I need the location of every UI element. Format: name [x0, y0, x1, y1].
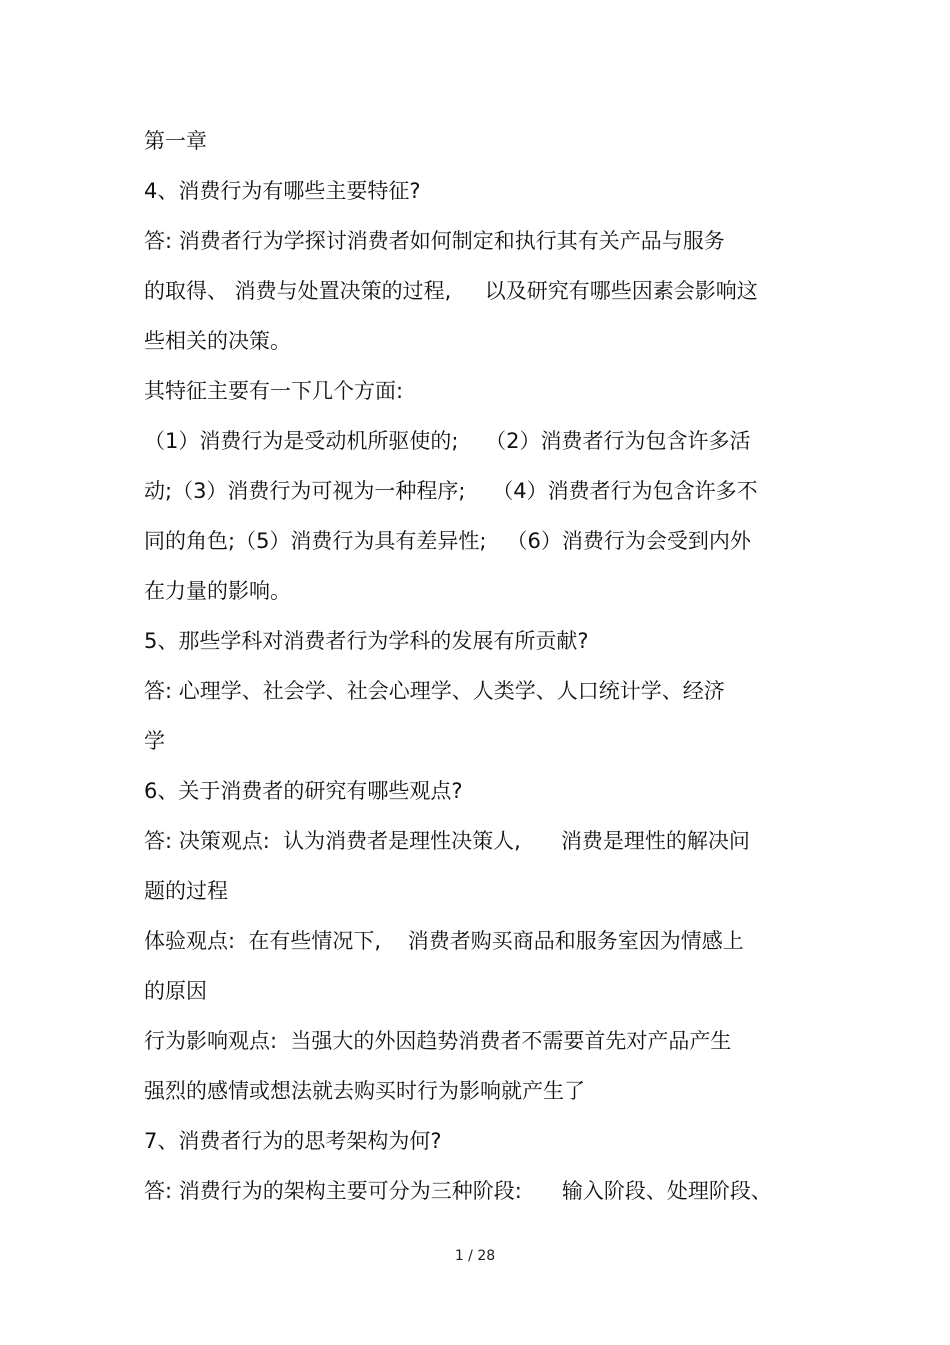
text-line: 其特征主要有一下几个方面: [144, 379, 404, 403]
text-line: 7、消费者行为的思考架构为何? [144, 1129, 442, 1153]
page-number: 1 / 28 [454, 1248, 496, 1264]
text-line: 体验观点: 在有些情况下, 消费者购买商品和服务室因为情感上 [144, 929, 744, 953]
text-line: 第一章 [144, 129, 207, 153]
text-line: 同的角色;（5）消费行为具有差异性; （6）消费行为会受到内外 [144, 529, 751, 553]
text-line: 强烈的感情或想法就去购买时行为影响就产生了 [144, 1079, 585, 1103]
text-line: 5、那些学科对消费者行为学科的发展有所贡献? [144, 629, 589, 653]
text-line: 答: 决策观点: 认为消费者是理性决策人, 消费是理性的解决问 [144, 829, 750, 853]
text-line: （1）消费行为是受动机所驱使的; （2）消费者行为包含许多活 [144, 429, 751, 453]
text-line: 答: 消费行为的架构主要可分为三种阶段: 输入阶段、处理阶段、 [144, 1179, 772, 1203]
text-line: 6、关于消费者的研究有哪些观点? [144, 779, 463, 803]
text-line: 答: 消费者行为学探讨消费者如何制定和执行其有关产品与服务 [144, 229, 725, 253]
document-body [144, 116, 804, 1216]
text-line: 4、消费行为有哪些主要特征? [144, 179, 421, 203]
text-line: 些相关的决策。 [144, 329, 291, 353]
text-line: 在力量的影响。 [144, 579, 291, 603]
text-line: 题的过程 [144, 879, 228, 903]
text-line: 学 [144, 729, 165, 753]
text-line: 答: 心理学、社会学、社会心理学、人类学、人口统计学、经济 [144, 679, 725, 703]
text-line: 动;（3）消费行为可视为一种程序; （4）消费者行为包含许多不 [144, 479, 758, 503]
text-line: 行为影响观点: 当强大的外因趋势消费者不需要首先对产品产生 [144, 1029, 732, 1053]
text-line: 的取得、 消费与处置决策的过程, 以及研究有哪些因素会影响这 [144, 279, 758, 303]
text-line: 的原因 [144, 979, 207, 1003]
